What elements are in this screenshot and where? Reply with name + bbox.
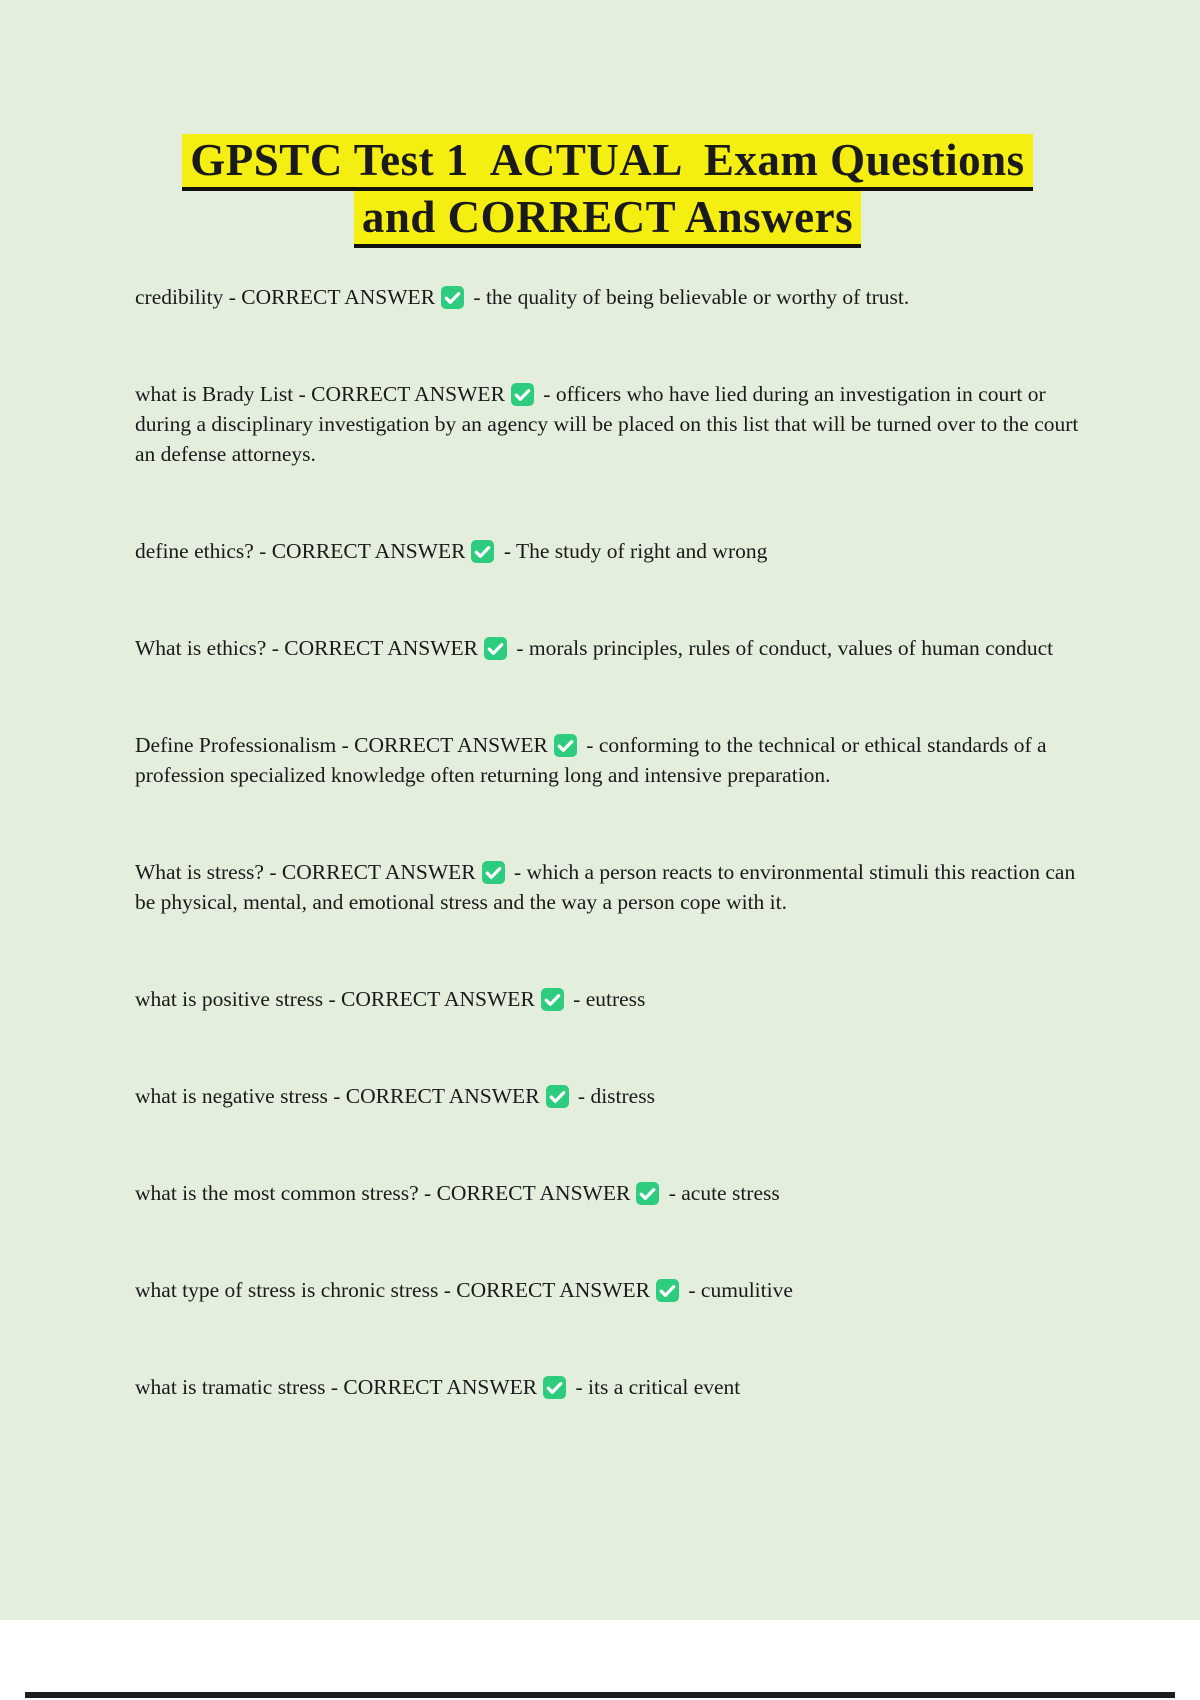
answer-text: the quality of being believable or worthy of trust. — [485, 285, 910, 309]
qa-separator: - — [263, 860, 282, 884]
correct-answer-label: CORRECT ANSWER — [341, 987, 535, 1011]
post-icon-separator: - — [683, 1278, 701, 1302]
correct-answer-label: CORRECT ANSWER — [456, 1278, 650, 1302]
qa-separator: - — [336, 733, 355, 757]
post-icon-separator: - — [570, 1375, 589, 1399]
page-title-line-1 — [135, 132, 1080, 189]
qa-item — [135, 857, 1080, 917]
next-page-edge-bar — [25, 1692, 1175, 1698]
qa-item — [135, 730, 1080, 790]
correct-answer-label: CORRECT ANSWER — [345, 1084, 540, 1108]
page-title-line-2 — [135, 189, 1080, 246]
answer-text: its a critical event — [588, 1375, 741, 1399]
question-text: Define Professionalism — [135, 733, 337, 757]
qa-separator: - — [293, 382, 312, 406]
post-icon-separator: - — [537, 382, 556, 406]
answer-text: eutress — [585, 987, 646, 1011]
question-text: what is the most common stress? — [135, 1181, 419, 1205]
green-checkmark-icon — [441, 286, 464, 309]
post-icon-separator: - — [511, 636, 529, 660]
post-icon-separator: - — [508, 860, 527, 884]
qa-item — [135, 536, 1080, 566]
question-text: what is positive stress — [135, 987, 324, 1011]
answer-text: officers who have lied during an investigation in court or during a disciplinary investigation by an agency will be placed on this list that will be turned over to the court an defense attorneys. — [135, 382, 1079, 466]
green-checkmark-icon — [554, 734, 577, 757]
correct-answer-label: CORRECT ANSWER — [436, 1181, 631, 1205]
question-text: what type of stress is chronic stress — [135, 1278, 439, 1302]
green-checkmark-icon — [482, 861, 505, 884]
post-icon-separator: - — [567, 987, 586, 1011]
green-checkmark-icon — [543, 1376, 566, 1399]
post-icon-separator: - — [580, 733, 599, 757]
correct-answer-label: CORRECT ANSWER — [343, 1375, 538, 1399]
correct-answer-label: CORRECT ANSWER — [281, 860, 476, 884]
qa-separator: - — [223, 285, 242, 309]
question-text: what is Brady List — [135, 382, 294, 406]
correct-answer-label: CORRECT ANSWER — [271, 539, 466, 563]
qa-item — [135, 1178, 1080, 1208]
qa-item — [135, 282, 1080, 312]
question-text: credibility — [135, 285, 224, 309]
title-highlight: and CORRECT Answers — [354, 191, 861, 248]
answer-text: acute stress — [681, 1181, 780, 1205]
qa-separator: - — [266, 636, 285, 660]
green-checkmark-icon — [546, 1085, 569, 1108]
qa-item — [135, 1275, 1080, 1305]
correct-answer-label: CORRECT ANSWER — [354, 733, 548, 757]
post-icon-separator: - — [663, 1181, 682, 1205]
page-title — [135, 132, 1080, 246]
qa-separator: - — [325, 1375, 344, 1399]
qa-item — [135, 379, 1080, 469]
qa-list — [135, 282, 1080, 1402]
correct-answer-label: CORRECT ANSWER — [284, 636, 478, 660]
qa-separator: - — [253, 539, 272, 563]
question-text: What is stress? — [135, 860, 264, 884]
green-checkmark-icon — [656, 1279, 679, 1302]
qa-item — [135, 1372, 1080, 1402]
post-icon-separator: - — [498, 539, 516, 563]
qa-item — [135, 1081, 1080, 1111]
question-text: define ethics? — [135, 539, 254, 563]
qa-separator: - — [418, 1181, 437, 1205]
answer-text: morals principles, rules of conduct, values of human conduct — [528, 636, 1054, 660]
answer-text: cumulitive — [700, 1278, 793, 1302]
answer-text: The study of right and wrong — [515, 539, 768, 563]
answer-text: conforming to the technical or ethical standards of a profession specialized knowledge often returning long and intensive preparation. — [135, 733, 1047, 787]
correct-answer-label: CORRECT ANSWER — [311, 382, 505, 406]
green-checkmark-icon — [541, 988, 564, 1011]
answer-text: distress — [590, 1084, 655, 1108]
question-text: what is tramatic stress — [135, 1375, 326, 1399]
post-icon-separator: - — [468, 285, 486, 309]
qa-separator: - — [323, 987, 342, 1011]
green-checkmark-icon — [511, 383, 534, 406]
answer-text: which a person reacts to environmental stimuli this reaction can be physical, mental, and emotional stress and the way a person cope with it. — [135, 860, 1076, 914]
title-highlight: GPSTC Test 1 ACTUAL Exam Questions — [182, 134, 1032, 191]
qa-item — [135, 633, 1080, 663]
question-text: What is ethics? — [135, 636, 267, 660]
green-checkmark-icon — [484, 637, 507, 660]
green-checkmark-icon — [636, 1182, 659, 1205]
question-text: what is negative stress — [135, 1084, 328, 1108]
correct-answer-label: CORRECT ANSWER — [241, 285, 436, 309]
qa-item — [135, 984, 1080, 1014]
qa-separator: - — [327, 1084, 346, 1108]
page-bottom-margin — [0, 1620, 1200, 1700]
post-icon-separator: - — [572, 1084, 591, 1108]
green-checkmark-icon — [471, 540, 494, 563]
qa-separator: - — [438, 1278, 457, 1302]
